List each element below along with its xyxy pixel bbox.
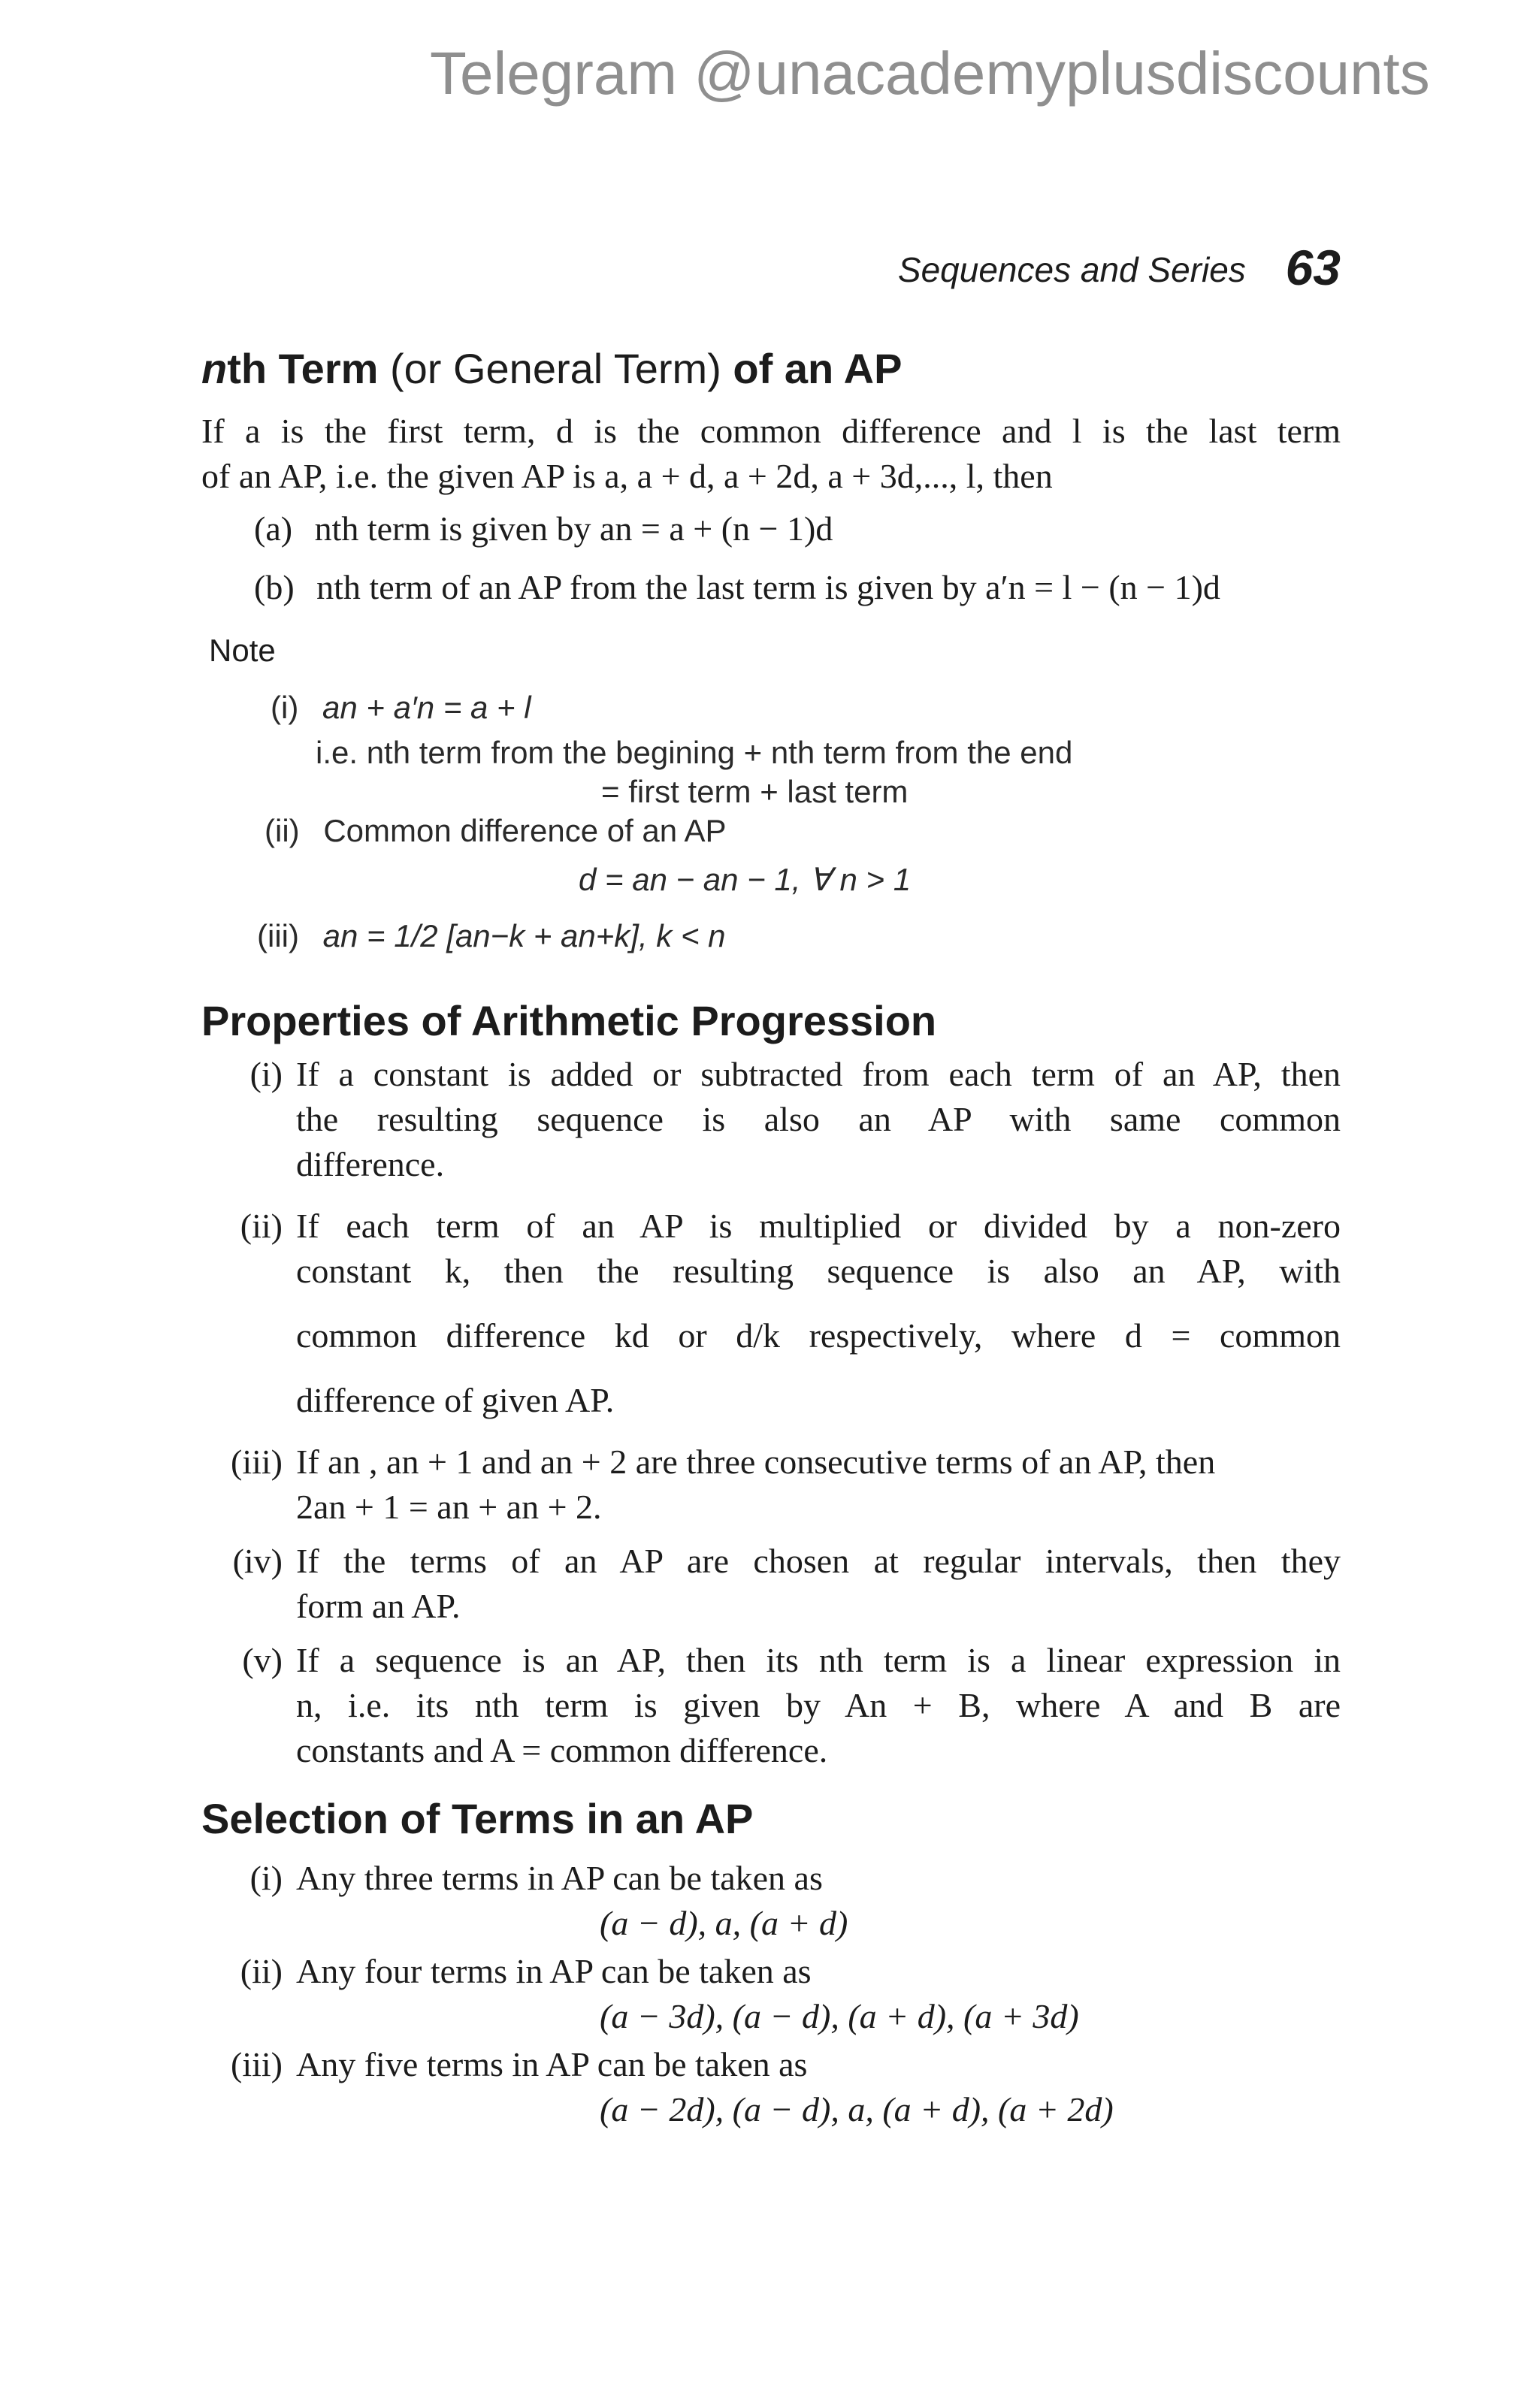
property-item-line: common difference kd or d/k respectively, where d = common xyxy=(296,1316,1341,1355)
note-item-i-explain-2: = first term + last term xyxy=(601,774,909,809)
selection-item-text: Any three terms in AP can be taken as xyxy=(296,1859,823,1897)
property-item-number: (ii) xyxy=(240,1207,283,1245)
property-item xyxy=(201,1539,1341,1629)
selection-item xyxy=(201,1856,1341,1946)
selection-item xyxy=(201,1949,1341,2039)
selection-item-expression: (a − 3d), (a − d), (a + d), (a + 3d) xyxy=(600,1997,1079,2035)
note-label: Note xyxy=(209,633,276,668)
property-item-number: (iv) xyxy=(232,1542,283,1580)
selection-item-expression: (a − d), a, (a + d) xyxy=(600,1904,848,1942)
property-item-line: n, i.e. its nth term is given by An + B, where A and B are xyxy=(296,1686,1341,1724)
intro-line-2: of an AP, i.e. the given AP is a, a + d, a + 2d, a + 3d,..., l, then xyxy=(201,457,1053,495)
intro-line-1: If a is the first term, d is the common difference and l is the last term xyxy=(201,412,1341,450)
selection-list xyxy=(201,1856,1341,2132)
running-header xyxy=(898,239,1341,296)
heading-selection: Selection of Terms in an AP xyxy=(201,1795,754,1842)
properties-list xyxy=(201,1052,1341,1773)
selection-item-number: (ii) xyxy=(240,1952,283,1990)
watermark-text: Telegram @unacademyplusdiscounts xyxy=(430,40,1430,107)
section-title: Sequences and Series xyxy=(897,250,1246,289)
selection-item-text: Any five terms in AP can be taken as xyxy=(296,2045,808,2083)
property-item-line: difference. xyxy=(296,1145,445,1183)
selection-item-expression: (a − 2d), (a − d), a, (a + d), (a + 2d) xyxy=(600,2090,1114,2129)
property-item-number: (i) xyxy=(249,1055,283,1093)
note-item-i-explain: i.e. nth term from the begining + nth term from the end xyxy=(316,735,1073,770)
property-item xyxy=(201,1204,1341,1423)
selection-item-text: Any four terms in AP can be taken as xyxy=(296,1952,812,1990)
property-item xyxy=(201,1638,1341,1773)
note-item-ii: (ii) Common difference of an AP xyxy=(265,813,727,848)
note-item-i: (i) an + a′n = a + l xyxy=(271,690,531,725)
property-item-line: If a sequence is an AP, then its nth term is a linear expression in xyxy=(296,1641,1341,1679)
property-item-line: form an AP. xyxy=(296,1587,461,1625)
property-item-number: (v) xyxy=(242,1641,283,1679)
note-item-iii: (iii) an = 1/2 [an−k + an+k], k < n xyxy=(257,918,726,953)
property-item-line: difference of given AP. xyxy=(296,1381,615,1419)
heading-properties: Properties of Arithmetic Progression xyxy=(201,997,937,1044)
property-item-line: constants and A = common difference. xyxy=(296,1731,828,1769)
property-item-line: constant k, then the resulting sequence is also an AP, with xyxy=(296,1252,1341,1290)
property-item-line: If the terms of an AP are chosen at regular intervals, then they xyxy=(296,1542,1341,1580)
property-item xyxy=(201,1440,1341,1530)
property-item-number: (iii) xyxy=(231,1443,283,1481)
property-item-line: If each term of an AP is multiplied or divided by a non-zero xyxy=(296,1207,1341,1245)
property-item-line: 2an + 1 = an + an + 2. xyxy=(296,1488,602,1526)
property-item-line: If an , an + 1 and an + 2 are three consecutive terms of an AP, then xyxy=(296,1443,1216,1481)
item-b: (b) nth term of an AP from the last term is given by a′n = l − (n − 1)d xyxy=(254,568,1220,606)
note-item-ii-eq: d = an − an − 1, ∀ n > 1 xyxy=(579,862,912,897)
property-item-line: the resulting sequence is also an AP with same common xyxy=(296,1100,1341,1138)
heading-nth-term: nth Term (or General Term) of an AP xyxy=(201,345,903,392)
property-item xyxy=(201,1052,1341,1187)
page-number: 63 xyxy=(1285,240,1341,295)
item-a: (a) nth term is given by an = a + (n − 1)d xyxy=(254,509,833,548)
selection-item-number: (iii) xyxy=(231,2045,283,2083)
selection-item xyxy=(201,2042,1341,2132)
property-item-line: If a constant is added or subtracted from each term of an AP, then xyxy=(296,1055,1341,1093)
selection-item-number: (i) xyxy=(249,1859,283,1897)
